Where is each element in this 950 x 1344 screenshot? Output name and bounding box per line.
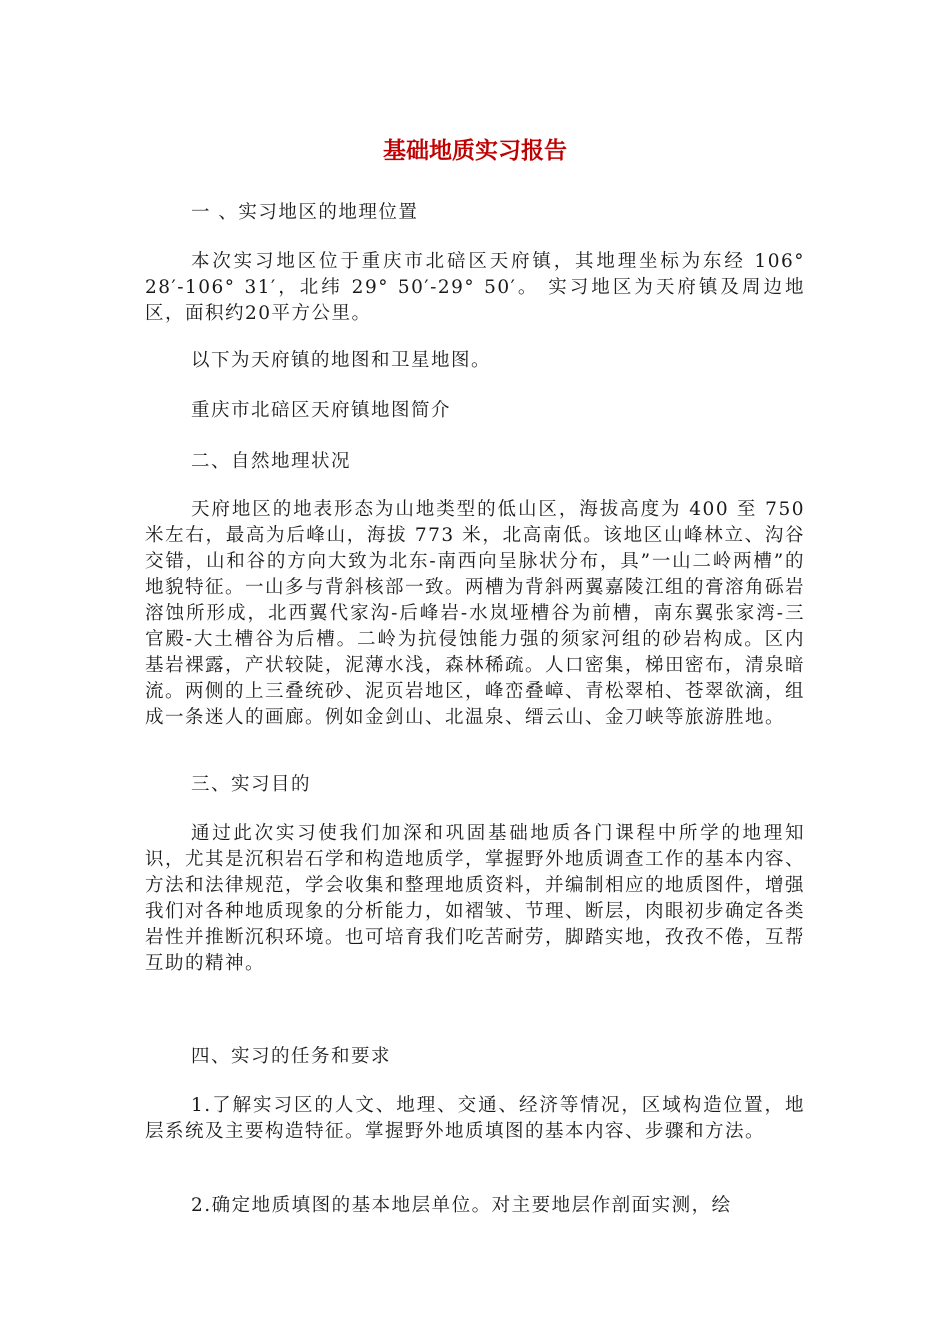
section-heading-tasks: 四、实习的任务和要求 bbox=[191, 1046, 392, 1067]
paragraph-map-caption: 重庆市北碚区天府镇地图简介 bbox=[191, 400, 452, 421]
paragraph-location: 本次实习地区位于重庆市北碚区天府镇，其地理坐标为东经 106° 28′-106° 31′，北纬 29° 50′-29° 50′。 实习地区为天府镇及周边地区，面积约20平方公里。 bbox=[145, 251, 805, 324]
paragraph-map-intro: 以下为天府镇的地图和卫星地图。 bbox=[191, 350, 492, 371]
paragraph-task-1: 1.了解实习区的人文、地理、交通、经济等情况，区域构造位置，地层系统及主要构造特征。掌握野外地质填图的基本内容、步骤和方法。 bbox=[145, 1095, 805, 1142]
section-heading-purpose: 三、实习目的 bbox=[191, 774, 312, 795]
document-title: 基础地质实习报告 bbox=[383, 138, 567, 164]
paragraph-nature: 天府地区的地表形态为山地类型的低山区，海拔高度为 400 至 750 米左右，最高为后峰山，海拔 773 米，北高南低。该地区山峰林立、沟谷交错，山和谷的方向大致为北东-南西向呈脉状分布，具”一山二岭两槽”的地貌特征。一山多与背斜核部一致。两槽为背斜两翼嘉陵江组的膏溶角砾岩溶蚀所形成，北西翼代家沟-后峰岩-水岚垭槽谷为前槽，南东翼张家湾-三官殿-大土槽谷为后槽。二岭为抗侵蚀能力强的须家河组的砂岩构成。区内基岩裸露，产状较陡，泥薄水浅，森林稀疏。人口密集，梯田密布，清泉暗流。两侧的上三叠统砂、泥页岩地区，峰峦叠嶂、青松翠柏、苍翠欲滴，组成一条迷人的画廊。例如金剑山、北温泉、缙云山、金刀峡等旅游胜地。 bbox=[145, 499, 806, 728]
section-heading-nature: 二、自然地理状况 bbox=[191, 451, 352, 472]
paragraph-task-2: 2.确定地质填图的基本地层单位。对主要地层作剖面实测，绘 bbox=[191, 1195, 732, 1216]
section-heading-location: 一 、实习地区的地理位置 bbox=[191, 202, 419, 223]
paragraph-purpose: 通过此次实习使我们加深和巩固基础地质各门课程中所学的地理知识，尤其是沉积岩石学和构造地质学，掌握野外地质调查工作的基本内容、方法和法律规范，学会收集和整理地质资料，并编制相应的地质图件，增强我们对各种地质现象的分析能力，如褶皱、节理、断层，肉眼初步确定各类岩性并推断沉积环境。也可培育我们吃苦耐劳，脚踏实地，孜孜不倦，互帮互助的精神。 bbox=[145, 823, 806, 974]
